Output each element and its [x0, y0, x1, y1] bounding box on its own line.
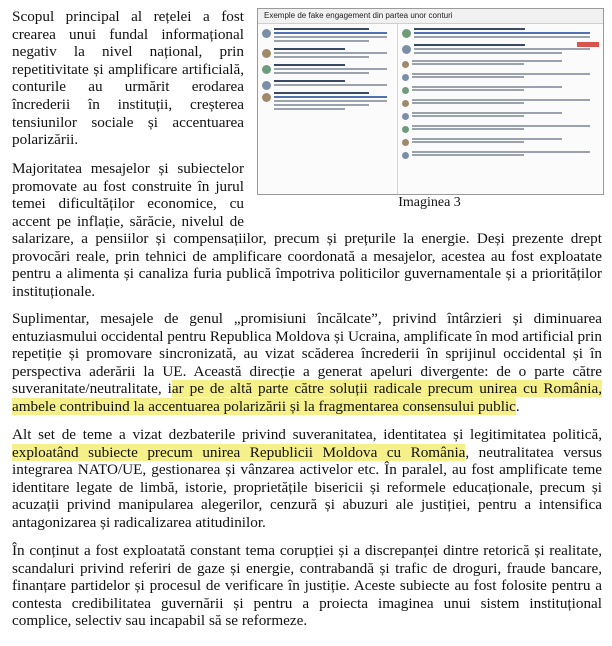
figure-caption: Imaginea 3	[398, 195, 461, 210]
paragraph-4-text: Alt set de teme a vizat dezbaterile privind suveranitatea, identitatea și legitimitatea politică,	[12, 426, 602, 443]
avatar-icon	[402, 29, 411, 38]
figure-mini-row	[402, 112, 599, 122]
paragraph-4-end: , neutralitatea versus integrarea NATO/UE, gestionarea și vânzarea activelor etc. În paralel, au fost amplificate teme identitare legate de limbă, istorie, proprietățile bisericii și reformele educaționale, precum și acuzații privind manipularea alegerilor, cenzură și abuzuri ale justiției, pentru a intensifica antagonizarea și radicalizarea atitudinilor.	[12, 443, 603, 531]
avatar-icon	[262, 49, 271, 58]
paragraph-2-rest: salarizare, a pensiilor și compensațiilor, precum și prețurile la energie. Deși prezente drept provocări reale, prin tehnici de amplificare coordonată a mesajelor, acestea au fost exploatate pentru a alimenta și canaliza furia publică împotriva politicilor guvernamentale și a priorităților instituționale.	[12, 230, 602, 300]
paragraph-3-end: .	[515, 397, 520, 415]
avatar-icon	[262, 81, 271, 90]
paragraph-4-highlight: exploatând subiecte precum unirea Republicii Moldova cu România	[12, 443, 466, 461]
paragraph-3-highlight: ar pe de altă parte către soluții radicale precum unirea cu România, ambele contribuind la accentuarea polarizării și la fragmentarea consensului public	[12, 380, 602, 415]
figure-mini-row	[402, 60, 599, 70]
avatar-icon	[402, 45, 411, 54]
figure-post	[262, 92, 393, 110]
figure-post	[262, 28, 393, 42]
paragraph-1: Scopul principal al rețelei a fost crearea unui fundal informațional negativ la nivel național, prin repetitivitate și amplificare artificială, conturile au urmărit erodarea încrederii în instituții, creșterea tensiunilor sociale și accentuarea polarizării.	[12, 8, 244, 149]
paragraph-2-line: Majoritatea mesajelor și subiectelor	[12, 160, 244, 177]
figure-right-column	[398, 24, 603, 194]
figure-left-column	[258, 24, 398, 194]
figure-mini-row	[402, 151, 599, 161]
figure-post	[262, 64, 393, 74]
figure-post	[262, 80, 393, 86]
paragraph-3-text: Suplimentar, mesajele de genul „promisiuni încălcate”, privind întârzieri și diminuarea entuziasmului occidental pentru Republica Moldova și Ucraina, amplificate în mod artificial prin repetiție și promovare sincronizată, au vizat scăderea încrederii în sprijinul occidental și în perspectiva aderării la UE. Această direcție a generat apeluri divergente: de o parte către suveranitate/neutralitate, i	[12, 310, 602, 398]
figure-post	[402, 28, 599, 38]
paragraph-2-line: temei dificultăților economice, cu	[12, 195, 244, 213]
paragraph-3	[12, 310, 602, 416]
paragraph-2-head	[12, 160, 244, 230]
figure-mini-row	[402, 86, 599, 96]
paragraph-5: În conținut a fost exploatată constant tema corupției și a discrepanței dintre retorică și realitate, scandaluri privind referiri de gaze și energie, contrabandă și trafic de droguri, fraude bancare, finanțare partidelor și procesul de verificare în justiție. Aceste subiecte au fost folosite pentru a contesta credibilitatea guvernării și pentru a proiecta imaginea unui sistem instituțional complice, selectiv sau incapabil să se reformeze.	[12, 542, 602, 630]
paragraph-4	[12, 426, 602, 532]
figure-header: Exemple de fake engagement din partea unor conturi	[258, 9, 603, 24]
figure-post	[262, 48, 393, 58]
figure-mini-row	[402, 73, 599, 83]
figure-mini-row	[402, 125, 599, 135]
figure-mini-row	[402, 99, 599, 109]
paragraph-2-line: accent pe inflație, sărăcie, nivelul de	[12, 212, 244, 230]
figure-mini-row	[402, 138, 599, 148]
avatar-icon	[262, 29, 271, 38]
figure-post	[402, 44, 599, 54]
paragraph-2-line: promovate au fost construite în jurul	[12, 177, 244, 195]
status-badge	[577, 42, 599, 47]
fake-engagement-screenshot	[257, 8, 604, 195]
avatar-icon	[262, 65, 271, 74]
avatar-icon	[262, 93, 271, 102]
